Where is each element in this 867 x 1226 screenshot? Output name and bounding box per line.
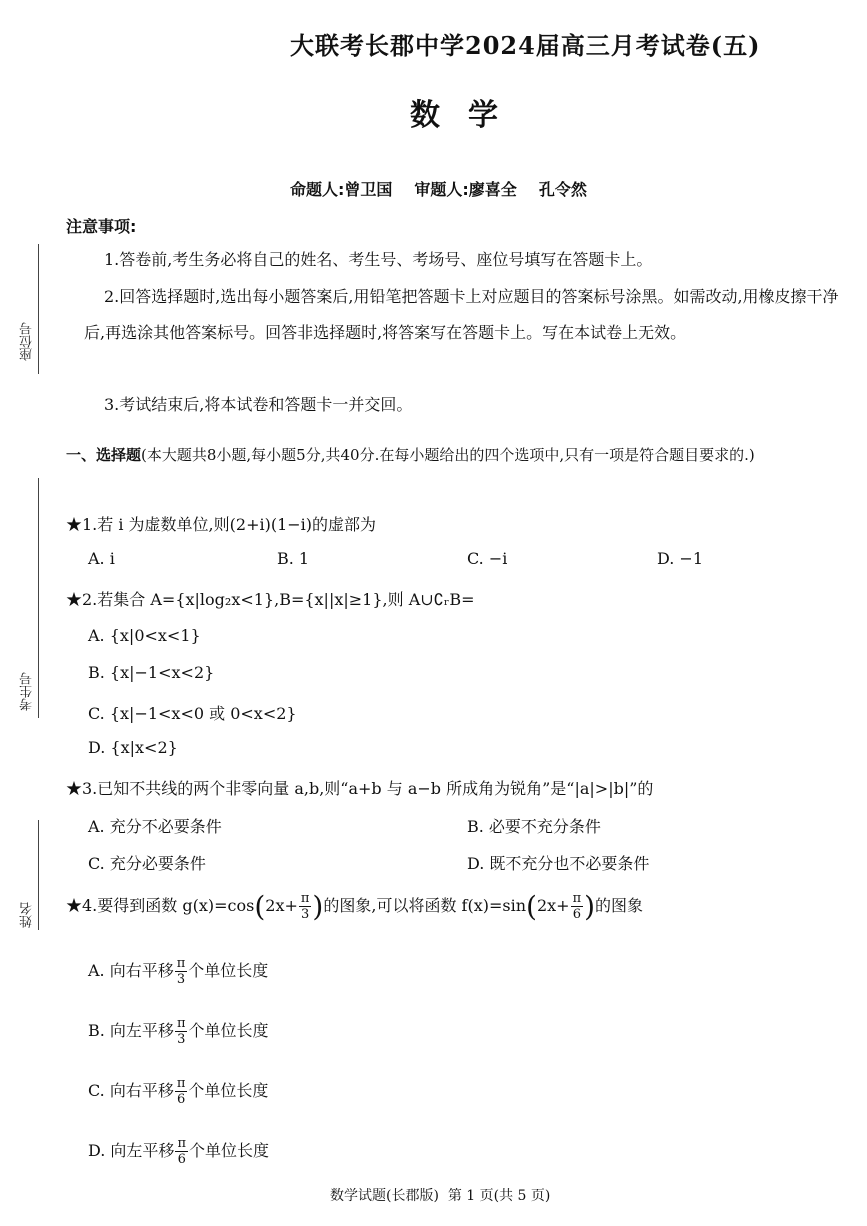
exam-id-label: 考生号 (20, 672, 35, 711)
option-prefix: D. 向左平移 (88, 1141, 175, 1160)
q4-stem-part-3: 的图象 (595, 896, 644, 915)
question-3-option-b: B. 必要不充分条件 (467, 817, 601, 836)
question-2-option-a: A. {x|0<x<1} (88, 626, 201, 645)
option-prefix: B. 向左平移 (88, 1021, 174, 1040)
left-paren: ( (254, 890, 266, 923)
question-1-option-d: D. −1 (657, 549, 704, 568)
question-2-option-d: D. {x|x<2} (88, 738, 178, 757)
option-prefix: A. 向右平移 (88, 961, 174, 980)
option-suffix: 个单位长度 (188, 1021, 269, 1040)
fraction (175, 956, 188, 987)
frac-den: 6 (572, 907, 581, 922)
frac-num: π (177, 1136, 186, 1151)
option-prefix: C. 向右平移 (88, 1081, 174, 1100)
frac-num: π (572, 891, 582, 906)
notice-item-1: 1.答卷前,考生务必将自己的姓名、考生号、考场号、座位号填写在答题卡上。 (104, 250, 653, 269)
question-2-option-b: B. {x|−1<x<2} (88, 663, 215, 682)
question-3-option-a: A. 充分不必要条件 (88, 817, 222, 836)
frac-den: 6 (177, 1152, 186, 1167)
setter: 命题人:曾卫国 (290, 180, 393, 199)
reviewer: 审题人:廖喜全 (414, 180, 517, 199)
fraction (175, 1076, 188, 1107)
question-4-option-d (88, 1136, 269, 1167)
fraction (175, 1016, 188, 1047)
frac-num: π (300, 891, 310, 906)
fraction-pi-over-3 (299, 891, 312, 922)
q4-inner-2: 2x+ (536, 896, 570, 915)
question-4-stem (66, 890, 643, 923)
question-1-option-b: B. 1 (277, 549, 310, 568)
exam-id-line (38, 478, 39, 718)
seat-label: 座位号 (20, 322, 35, 361)
frac-den: 3 (176, 972, 186, 987)
frac-den: 3 (301, 907, 310, 922)
frac-den: 6 (176, 1092, 186, 1107)
q4-inner-1: 2x+ (265, 896, 298, 915)
question-4-option-c (88, 1076, 268, 1107)
question-2-option-c: C. {x|−1<x<0 或 0<x<2} (88, 704, 297, 723)
option-suffix: 个单位长度 (188, 1081, 269, 1100)
notice-heading: 注意事项: (66, 217, 137, 236)
question-4-option-b (88, 1016, 269, 1047)
frac-num: π (176, 1076, 186, 1091)
authors-line (290, 177, 609, 200)
section-title: 一、选择题 (66, 446, 142, 464)
notice-item-2: 2.回答选择题时,选出每小题答案后,用铅笔把答题卡上对应题目的答案标号涂黑。如需改动,用橡皮擦干净后,再选涂其他答案标号。回答非选择题时,将答案写在答题卡上。写在本试卷上无效。 (84, 287, 839, 342)
reviewer-2: 孔令然 (538, 180, 587, 199)
question-3-option-c: C. 充分必要条件 (88, 854, 206, 873)
page-footer: 数学试题(长郡版) 第 1 页(共 5 页) (330, 1188, 551, 1204)
subject-title: 数学 (410, 98, 526, 133)
seat-line (38, 244, 39, 374)
q4-stem-part-1: ★4.要得到函数 g(x)=cos (66, 896, 255, 915)
section-heading (66, 437, 856, 473)
right-paren: ) (584, 890, 596, 923)
question-1-option-a: A. i (88, 549, 115, 568)
frac-den: 3 (177, 1032, 186, 1047)
exam-title: 大联考长郡中学2024届高三月考试卷(五) (290, 31, 761, 60)
fraction (175, 1136, 188, 1167)
left-paren: ( (526, 890, 537, 923)
question-2-stem: ★2.若集合 A={x|log₂x<1},B={x||x|≥1},则 A∪∁ᵣB= (66, 590, 475, 609)
question-1-option-c: C. −i (467, 549, 508, 568)
right-paren: ) (312, 890, 324, 923)
option-suffix: 个单位长度 (188, 961, 269, 980)
option-suffix: 个单位长度 (188, 1141, 269, 1160)
name-line (38, 820, 39, 930)
section-desc: (本大题共8小题,每小题5分,共40分.在每小题给出的四个选项中,只有一项是符合题目要求的.) (141, 446, 755, 464)
question-1-stem: ★1.若 i 为虚数单位,则(2+i)(1−i)的虚部为 (66, 515, 377, 534)
frac-num: π (176, 1016, 186, 1031)
frac-num: π (176, 956, 186, 971)
q4-stem-part-2: 的图象,可以将函数 f(x)=sin (323, 896, 527, 915)
question-3-stem: ★3.已知不共线的两个非零向量 a,b,则“a+b 与 a−b 所成角为锐角”是“|a|>|b|”的 (66, 779, 654, 798)
fraction-pi-over-6 (571, 891, 584, 922)
question-4-option-a (88, 956, 268, 987)
question-3-option-d: D. 既不充分也不必要条件 (467, 854, 650, 873)
notice-item-3: 3.考试结束后,将本试卷和答题卡一并交回。 (104, 395, 413, 414)
name-label: 姓名 (20, 902, 35, 928)
